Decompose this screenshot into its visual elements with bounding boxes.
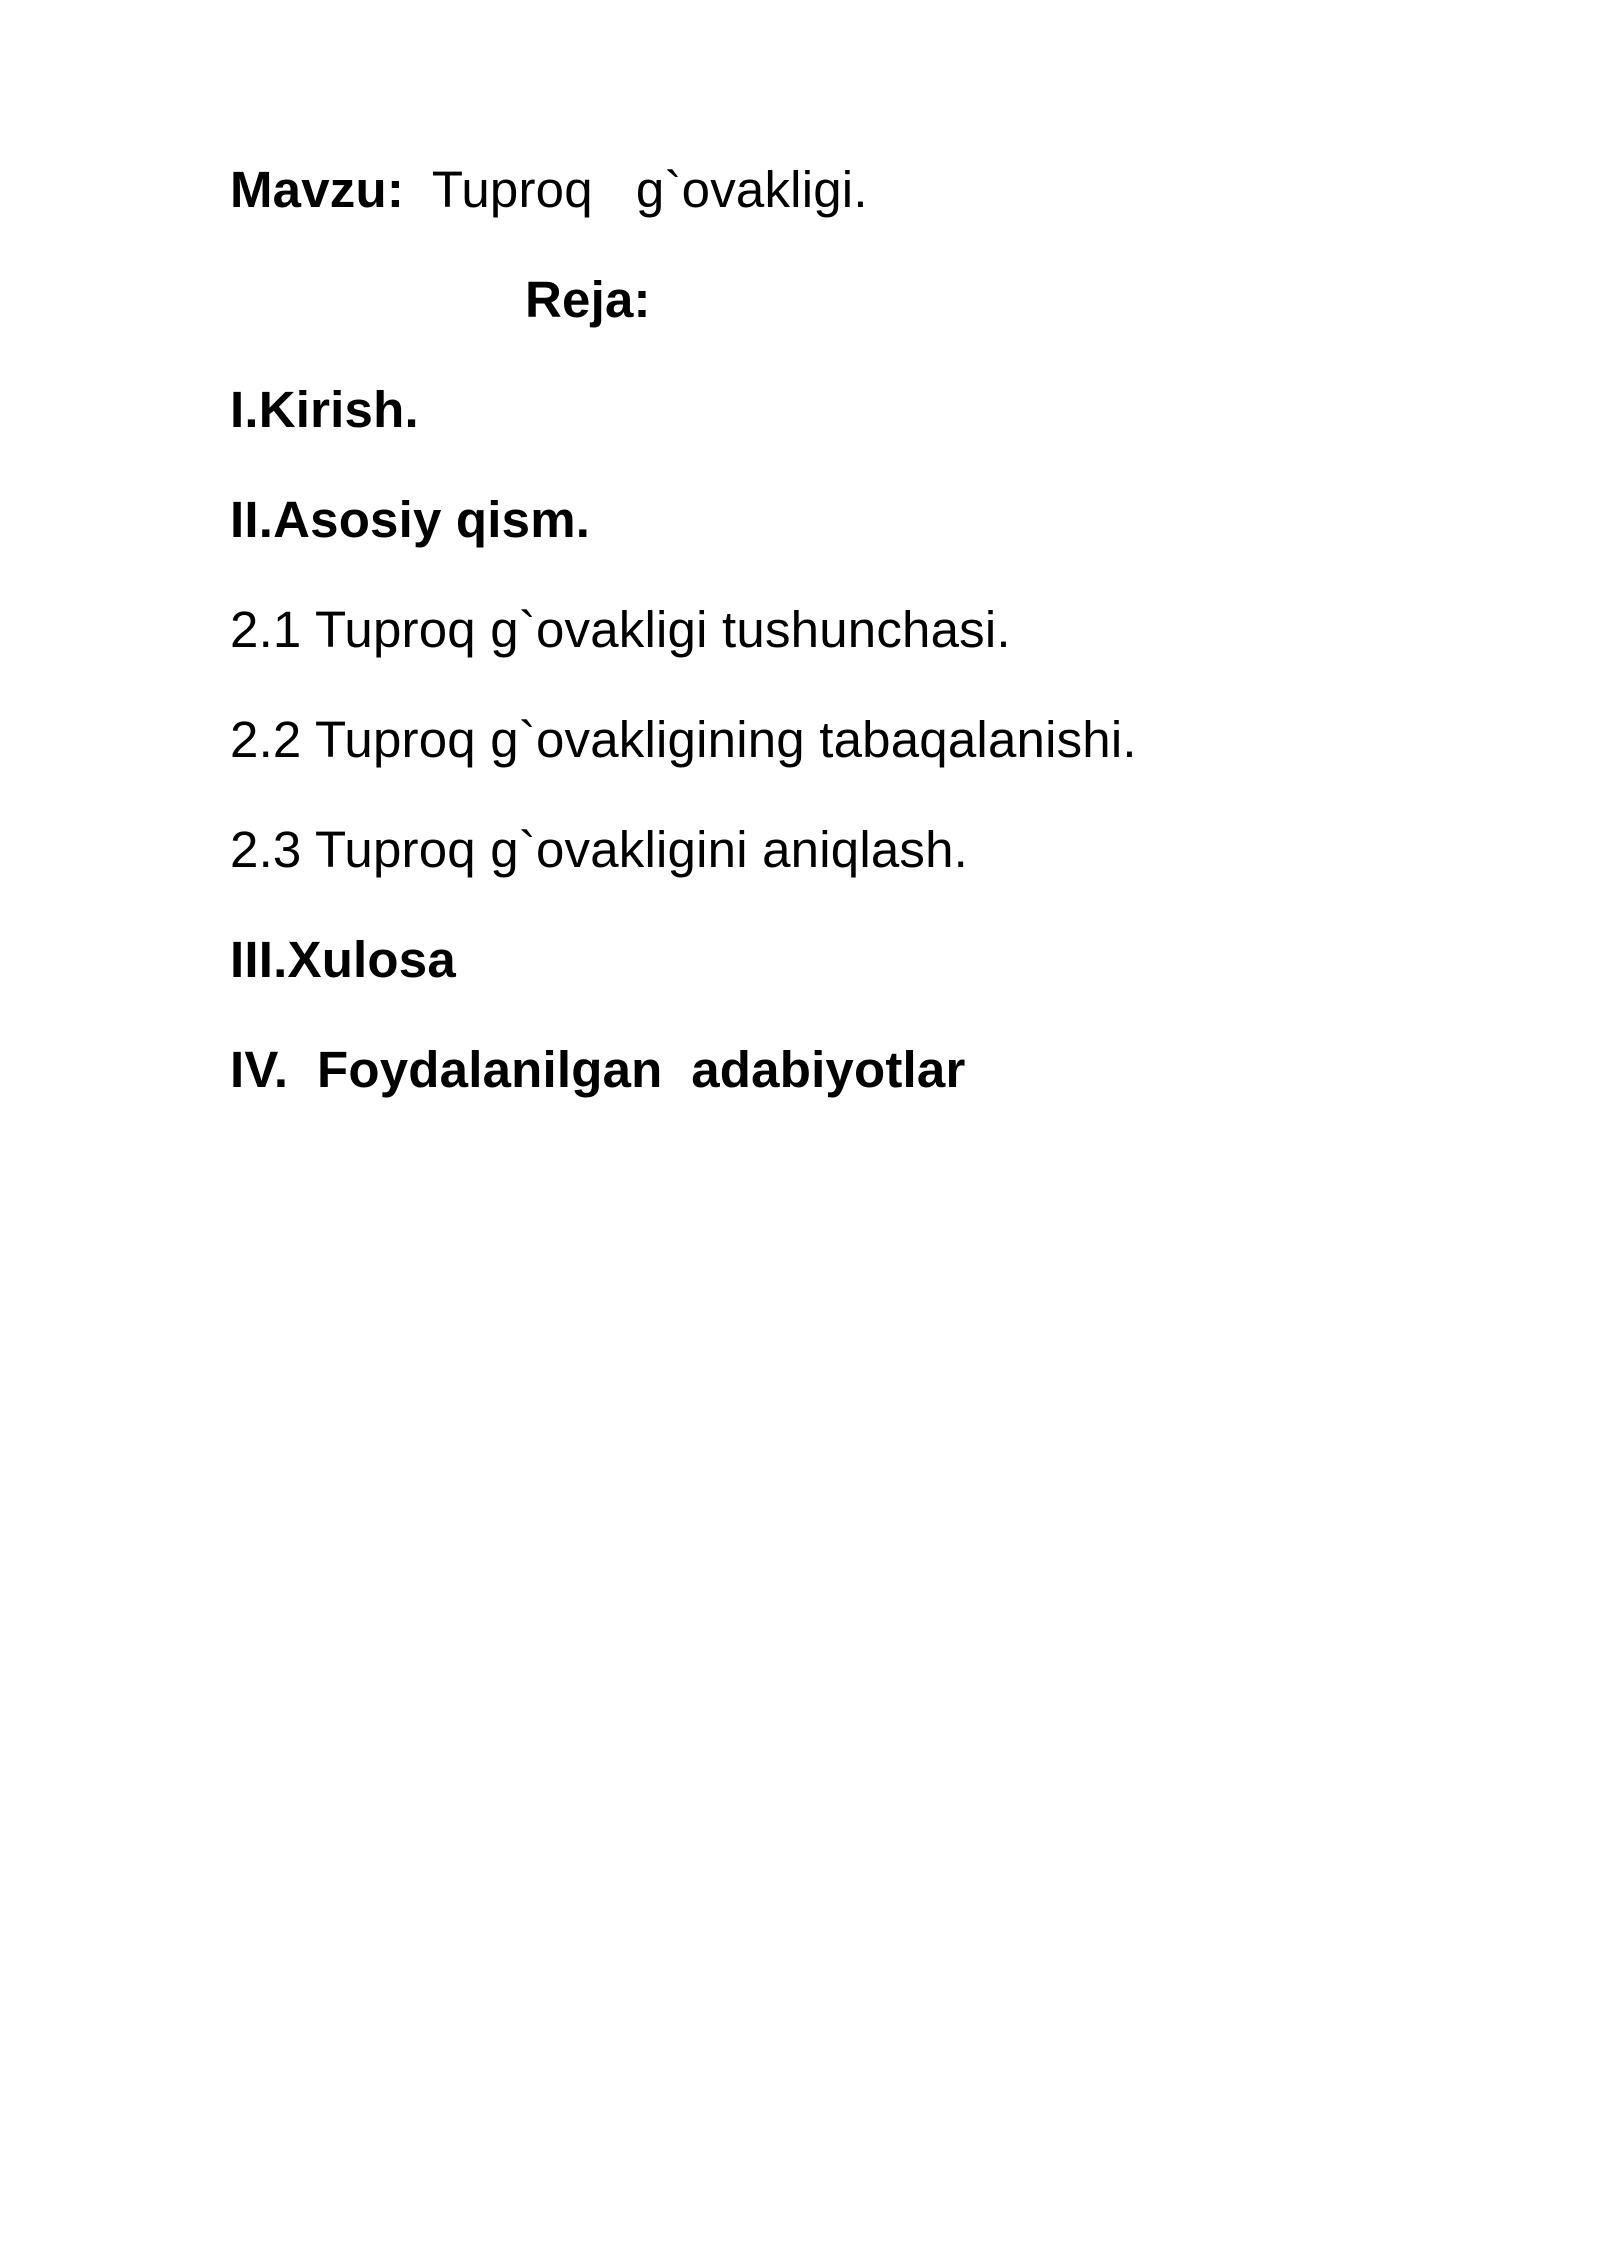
plan-item-references: IV. Foydalanilgan adabiyotlar [230, 1041, 966, 1098]
plan-item-conclusion: III.Xulosa [230, 931, 456, 988]
topic-text: Tuproq g`ovakligi. [404, 161, 868, 218]
plan-subitem-2-2: 2.2 Tuproq g`ovakligining tabaqalanishi. [230, 711, 1137, 768]
plan-heading: Reja: [525, 271, 651, 328]
plan-subitem-2-3: 2.3 Tuproq g`ovakligini aniqlash. [230, 821, 969, 878]
plan-subitem-2-1: 2.1 Tuproq g`ovakligi tushunchasi. [230, 601, 1011, 658]
topic-line [230, 160, 868, 220]
plan-item-introduction: I.Kirish. [230, 381, 419, 438]
plan-item-main-part: II.Asosiy qism. [230, 491, 591, 548]
topic-label: Mavzu: [230, 161, 405, 218]
